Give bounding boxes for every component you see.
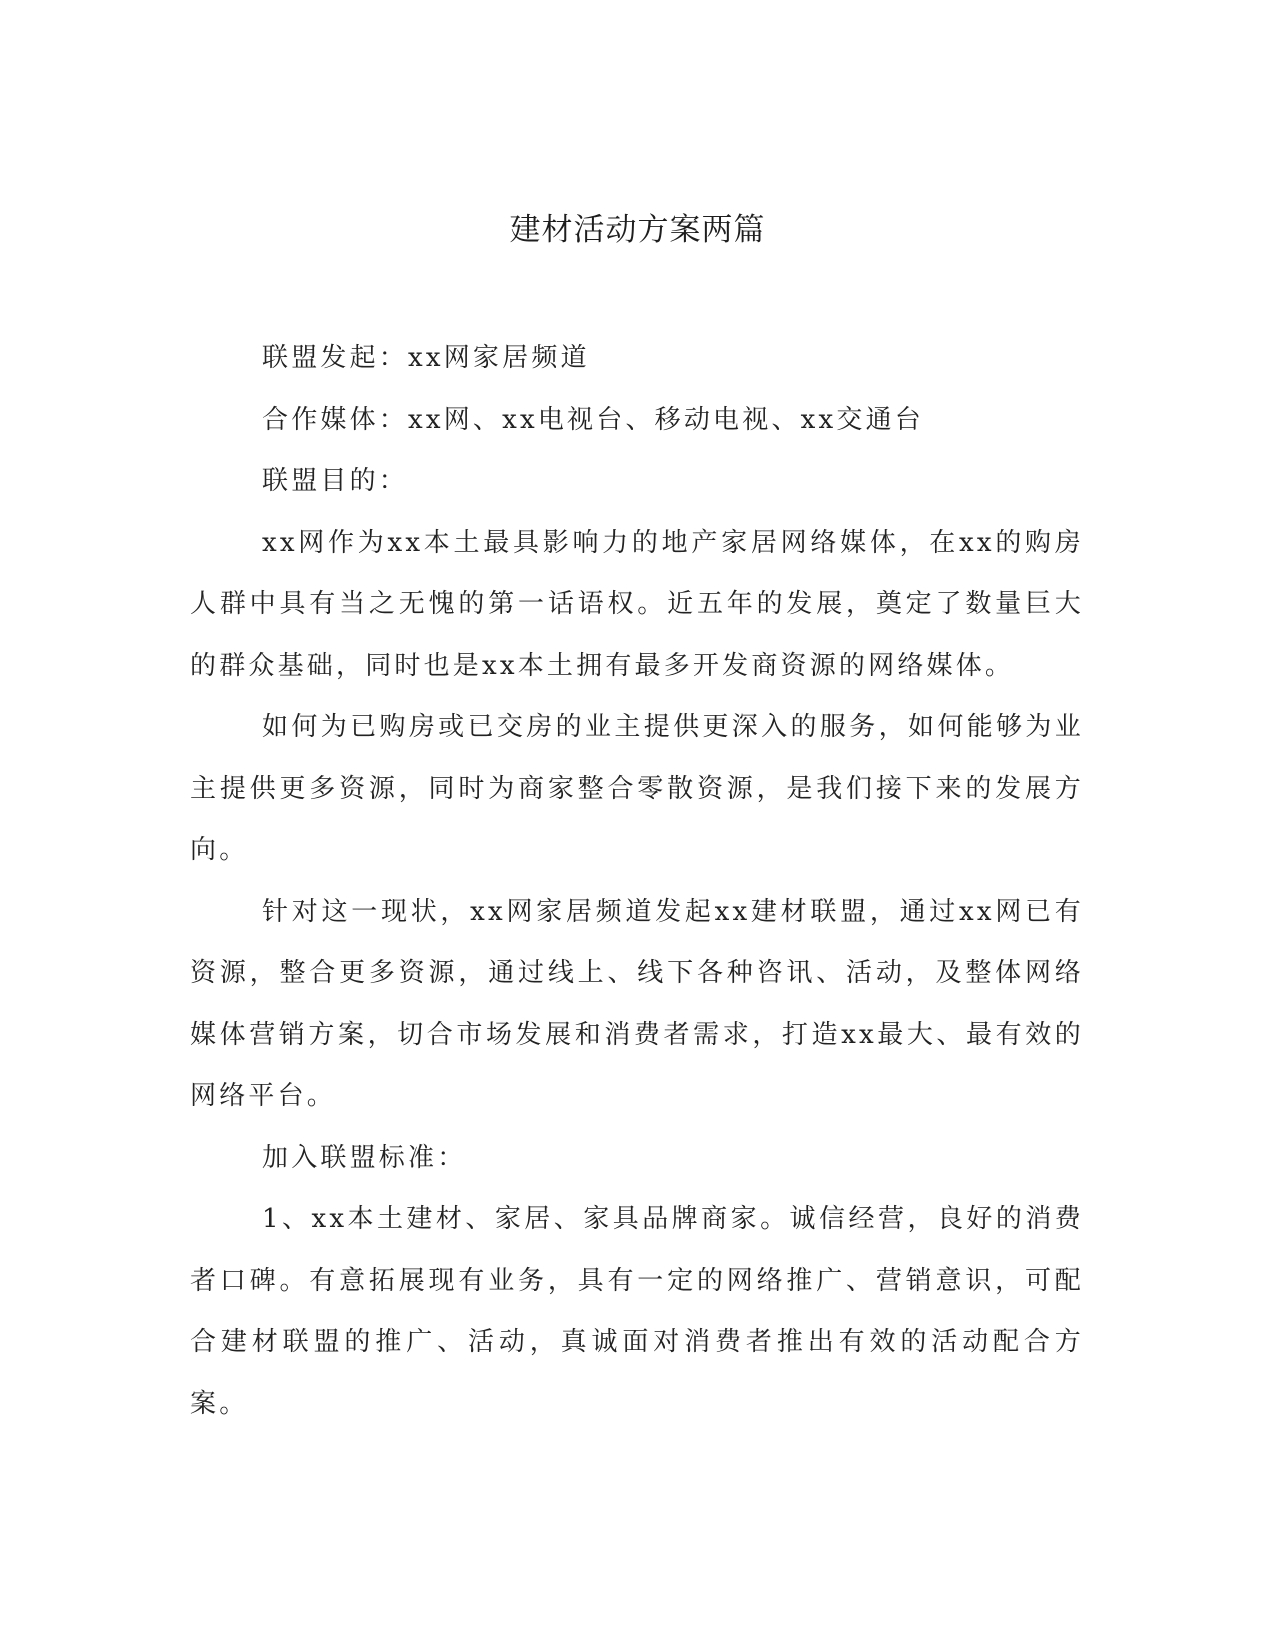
paragraph-purpose-heading: 联盟目的： [262, 466, 409, 496]
paragraph-service-direction: 如何为已购房或已交房的业主提供更深入的服务，如何能够为业主提供更多资源，同时为商家整合零散资源，是我们接下来的发展方向。 [190, 712, 1084, 865]
paragraph-criteria-heading: 加入联盟标准： [262, 1142, 467, 1173]
paragraph-alliance-launch: 针对这一现状，xx网家居频道发起xx建材联盟，通过xx网已有资源，整合更多资源，通过线上、线下各种咨讯、活动，及整体网络媒体营销方案，切合市场发展和消费者需求，打造xx最大、最有效的网络平台。 [190, 896, 1084, 1111]
paragraph-criteria-item-1: 1、xx本土建材、家居、家具品牌商家。诚信经营，良好的消费者口碑。有意拓展现有业务，具有一定的网络推广、营销意识，可配合建材联盟的推广、活动，真诚面对消费者推出有效的活动配合方案。 [190, 1204, 1084, 1419]
document-body [190, 328, 1084, 1435]
paragraph-partner-media: 合作媒体：xx网、xx电视台、移动电视、xx交通台 [262, 404, 924, 435]
paragraph-purpose-intro: xx网作为xx本土最具影响力的地产家居网络媒体，在xx的购房人群中具有当之无愧的第一话语权。近五年的发展，奠定了数量巨大的群众基础，同时也是xx本土拥有最多开发商资源的网络媒体。 [190, 527, 1084, 681]
paragraph-initiator: 联盟发起：xx网家居频道 [262, 343, 590, 373]
document-title: 建材活动方案两篇 [509, 212, 766, 248]
